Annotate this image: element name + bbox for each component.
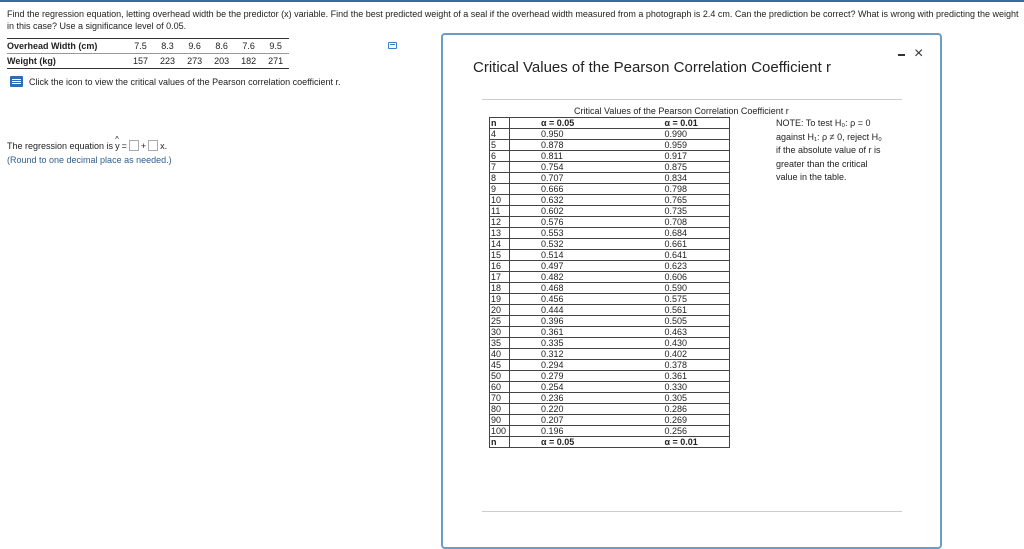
table-row bbox=[490, 173, 730, 184]
table-row bbox=[490, 239, 730, 250]
header-alpha-05: α = 0.05 bbox=[510, 118, 630, 129]
table-header-row bbox=[490, 118, 730, 129]
table-header-row bbox=[490, 437, 730, 448]
table-cell: 0.430 bbox=[630, 338, 730, 349]
table-row bbox=[490, 184, 730, 195]
table-cell: 0.765 bbox=[630, 195, 730, 206]
table-cell: 10 bbox=[490, 195, 510, 206]
minimize-icon[interactable] bbox=[898, 54, 905, 56]
table-cell: 19 bbox=[490, 294, 510, 305]
table-row bbox=[490, 228, 730, 239]
round-note: (Round to one decimal place as needed.) bbox=[7, 155, 172, 165]
table-cell: 0.236 bbox=[510, 393, 630, 404]
table-cell: 0.834 bbox=[630, 173, 730, 184]
table-cell: 0.959 bbox=[630, 140, 730, 151]
row-label: Overhead Width (cm) bbox=[7, 39, 127, 54]
table-cell: 0.497 bbox=[510, 261, 630, 272]
table-cell: 0.754 bbox=[510, 162, 630, 173]
table-cell: 0.220 bbox=[510, 404, 630, 415]
table-cell: 9.6 bbox=[181, 39, 208, 54]
note-line: if the absolute value of r is bbox=[776, 145, 881, 155]
table-cell: 0.950 bbox=[510, 129, 630, 140]
table-row bbox=[490, 217, 730, 228]
equals-sign: = bbox=[121, 140, 127, 151]
table-row bbox=[490, 415, 730, 426]
table-cell: 0.196 bbox=[510, 426, 630, 437]
table-cell: 0.396 bbox=[510, 316, 630, 327]
table-cell: 0.378 bbox=[630, 360, 730, 371]
table-cell: 0.335 bbox=[510, 338, 630, 349]
table-cell: 223 bbox=[154, 54, 181, 69]
table-cell: 15 bbox=[490, 250, 510, 261]
note-line: against H₁: ρ ≠ 0, reject H₀ bbox=[776, 131, 882, 142]
copy-table-icon[interactable] bbox=[388, 42, 397, 49]
popup-title: Critical Values of the Pearson Correlation Coefficient r bbox=[473, 59, 831, 76]
table-row bbox=[490, 426, 730, 437]
table-caption: Critical Values of the Pearson Correlation Coefficient r bbox=[574, 106, 789, 116]
table-cell: 0.361 bbox=[630, 371, 730, 382]
y-hat-symbol: ^ y bbox=[115, 141, 120, 151]
table-cell: 9.5 bbox=[262, 39, 289, 54]
table-cell: 0.553 bbox=[510, 228, 630, 239]
table-row bbox=[490, 272, 730, 283]
critical-values-table bbox=[489, 117, 730, 448]
table-cell: 8.6 bbox=[208, 39, 235, 54]
table-cell: 8 bbox=[490, 173, 510, 184]
table-cell: 0.632 bbox=[510, 195, 630, 206]
table-cell: 0.878 bbox=[510, 140, 630, 151]
table-cell: 13 bbox=[490, 228, 510, 239]
table-cell: 182 bbox=[235, 54, 262, 69]
row-label: Weight (kg) bbox=[7, 54, 127, 69]
slope-input[interactable] bbox=[148, 140, 158, 151]
instruction-text: Click the icon to view the critical values of the Pearson correlation coefficient r. bbox=[29, 76, 341, 87]
table-cell: 70 bbox=[490, 393, 510, 404]
table-cell: 30 bbox=[490, 327, 510, 338]
table-cell: 0.661 bbox=[630, 239, 730, 250]
table-cell: 0.444 bbox=[510, 305, 630, 316]
table-cell: 80 bbox=[490, 404, 510, 415]
table-cell: 0.312 bbox=[510, 349, 630, 360]
table-cell: 0.798 bbox=[630, 184, 730, 195]
table-cell: 0.735 bbox=[630, 206, 730, 217]
table-cell: 7.5 bbox=[127, 39, 154, 54]
table-row bbox=[490, 338, 730, 349]
note-text bbox=[776, 117, 906, 185]
table-cell: 0.286 bbox=[630, 404, 730, 415]
question-text: Find the regression equation, letting overhead width be the predictor (x) variable. Find the best predicted weight of a seal if the overhead width measured from a photograph is 2.4 cm. Can the prediction be correct? What is wrong with predicting the weight in this case? Use a significance level of 0.05. bbox=[7, 9, 1019, 31]
table-cell: 157 bbox=[127, 54, 154, 69]
table-cell: 0.254 bbox=[510, 382, 630, 393]
table-row bbox=[490, 250, 730, 261]
table-cell: 0.330 bbox=[630, 382, 730, 393]
note-line: value in the table. bbox=[776, 172, 847, 182]
table-cell: 0.917 bbox=[630, 151, 730, 162]
critical-values-popup bbox=[441, 33, 942, 549]
table-cell: 0.623 bbox=[630, 261, 730, 272]
table-cell: 8.3 bbox=[154, 39, 181, 54]
table-cell: 50 bbox=[490, 371, 510, 382]
table-cell: 0.505 bbox=[630, 316, 730, 327]
table-row bbox=[490, 305, 730, 316]
note-line: NOTE: To test H₀: ρ = 0 bbox=[776, 118, 871, 128]
table-cell: 0.666 bbox=[510, 184, 630, 195]
close-icon[interactable]: × bbox=[914, 45, 924, 62]
table-row bbox=[490, 206, 730, 217]
table-cell: 0.811 bbox=[510, 151, 630, 162]
table-cell: 14 bbox=[490, 239, 510, 250]
table-row bbox=[490, 404, 730, 415]
table-cell: 100 bbox=[490, 426, 510, 437]
table-row bbox=[490, 140, 730, 151]
table-cell: 0.361 bbox=[510, 327, 630, 338]
table-row bbox=[7, 54, 289, 69]
table-cell: 273 bbox=[181, 54, 208, 69]
table-row bbox=[490, 195, 730, 206]
table-cell: α = 0.05 bbox=[510, 437, 630, 448]
regression-prefix: The regression equation is bbox=[7, 140, 114, 151]
table-row bbox=[490, 294, 730, 305]
header-n: n bbox=[490, 118, 510, 129]
table-cell: 0.708 bbox=[630, 217, 730, 228]
table-cell: 0.402 bbox=[630, 349, 730, 360]
table-cell: α = 0.01 bbox=[630, 437, 730, 448]
table-cell: 0.482 bbox=[510, 272, 630, 283]
table-cell: 0.684 bbox=[630, 228, 730, 239]
table-cell: 0.641 bbox=[630, 250, 730, 261]
intercept-input[interactable] bbox=[129, 140, 139, 151]
table-cell: 0.990 bbox=[630, 129, 730, 140]
table-cell: 0.606 bbox=[630, 272, 730, 283]
table-cell: 45 bbox=[490, 360, 510, 371]
table-row bbox=[490, 162, 730, 173]
table-row bbox=[490, 349, 730, 360]
table-cell: 0.468 bbox=[510, 283, 630, 294]
book-icon[interactable] bbox=[10, 76, 23, 87]
table-cell: 20 bbox=[490, 305, 510, 316]
top-accent-line bbox=[0, 0, 1024, 2]
table-row bbox=[490, 382, 730, 393]
table-cell: 40 bbox=[490, 349, 510, 360]
table-cell: 0.875 bbox=[630, 162, 730, 173]
table-cell: 0.207 bbox=[510, 415, 630, 426]
instruction-row bbox=[10, 76, 340, 87]
table-cell: 0.602 bbox=[510, 206, 630, 217]
table-cell: 4 bbox=[490, 129, 510, 140]
table-cell: 0.279 bbox=[510, 371, 630, 382]
divider bbox=[482, 99, 902, 100]
table-cell: 0.561 bbox=[630, 305, 730, 316]
table-cell: 0.294 bbox=[510, 360, 630, 371]
table-cell: 11 bbox=[490, 206, 510, 217]
regression-equation bbox=[7, 140, 167, 151]
table-cell: 0.269 bbox=[630, 415, 730, 426]
table-cell: 25 bbox=[490, 316, 510, 327]
table-row bbox=[490, 283, 730, 294]
divider bbox=[482, 511, 902, 512]
regression-suffix: x. bbox=[160, 140, 168, 151]
table-cell: 12 bbox=[490, 217, 510, 228]
table-row bbox=[490, 129, 730, 140]
table-row bbox=[490, 327, 730, 338]
table-cell: 203 bbox=[208, 54, 235, 69]
table-row bbox=[490, 360, 730, 371]
table-cell: 0.590 bbox=[630, 283, 730, 294]
table-cell: 0.707 bbox=[510, 173, 630, 184]
table-cell: 7.6 bbox=[235, 39, 262, 54]
table-cell: 0.575 bbox=[630, 294, 730, 305]
table-row bbox=[490, 393, 730, 404]
table-row bbox=[490, 316, 730, 327]
table-cell: 18 bbox=[490, 283, 510, 294]
table-cell: 17 bbox=[490, 272, 510, 283]
table-cell: 60 bbox=[490, 382, 510, 393]
table-cell: 6 bbox=[490, 151, 510, 162]
table-cell: 5 bbox=[490, 140, 510, 151]
table-cell: 35 bbox=[490, 338, 510, 349]
seal-data-table bbox=[7, 38, 289, 69]
table-row bbox=[490, 151, 730, 162]
table-cell: 7 bbox=[490, 162, 510, 173]
table-cell: 90 bbox=[490, 415, 510, 426]
plus-sign: + bbox=[140, 140, 147, 151]
table-row bbox=[490, 261, 730, 272]
table-cell: 271 bbox=[262, 54, 289, 69]
table-row bbox=[7, 39, 289, 54]
table-cell: 0.463 bbox=[630, 327, 730, 338]
header-alpha-01: α = 0.01 bbox=[630, 118, 730, 129]
table-cell: 0.256 bbox=[630, 426, 730, 437]
table-cell: 0.532 bbox=[510, 239, 630, 250]
table-cell: n bbox=[490, 437, 510, 448]
table-cell: 0.514 bbox=[510, 250, 630, 261]
table-cell: 16 bbox=[490, 261, 510, 272]
table-cell: 0.305 bbox=[630, 393, 730, 404]
table-cell: 0.456 bbox=[510, 294, 630, 305]
note-line: greater than the critical bbox=[776, 158, 868, 169]
table-cell: 0.576 bbox=[510, 217, 630, 228]
table-row bbox=[490, 371, 730, 382]
table-cell: 9 bbox=[490, 184, 510, 195]
